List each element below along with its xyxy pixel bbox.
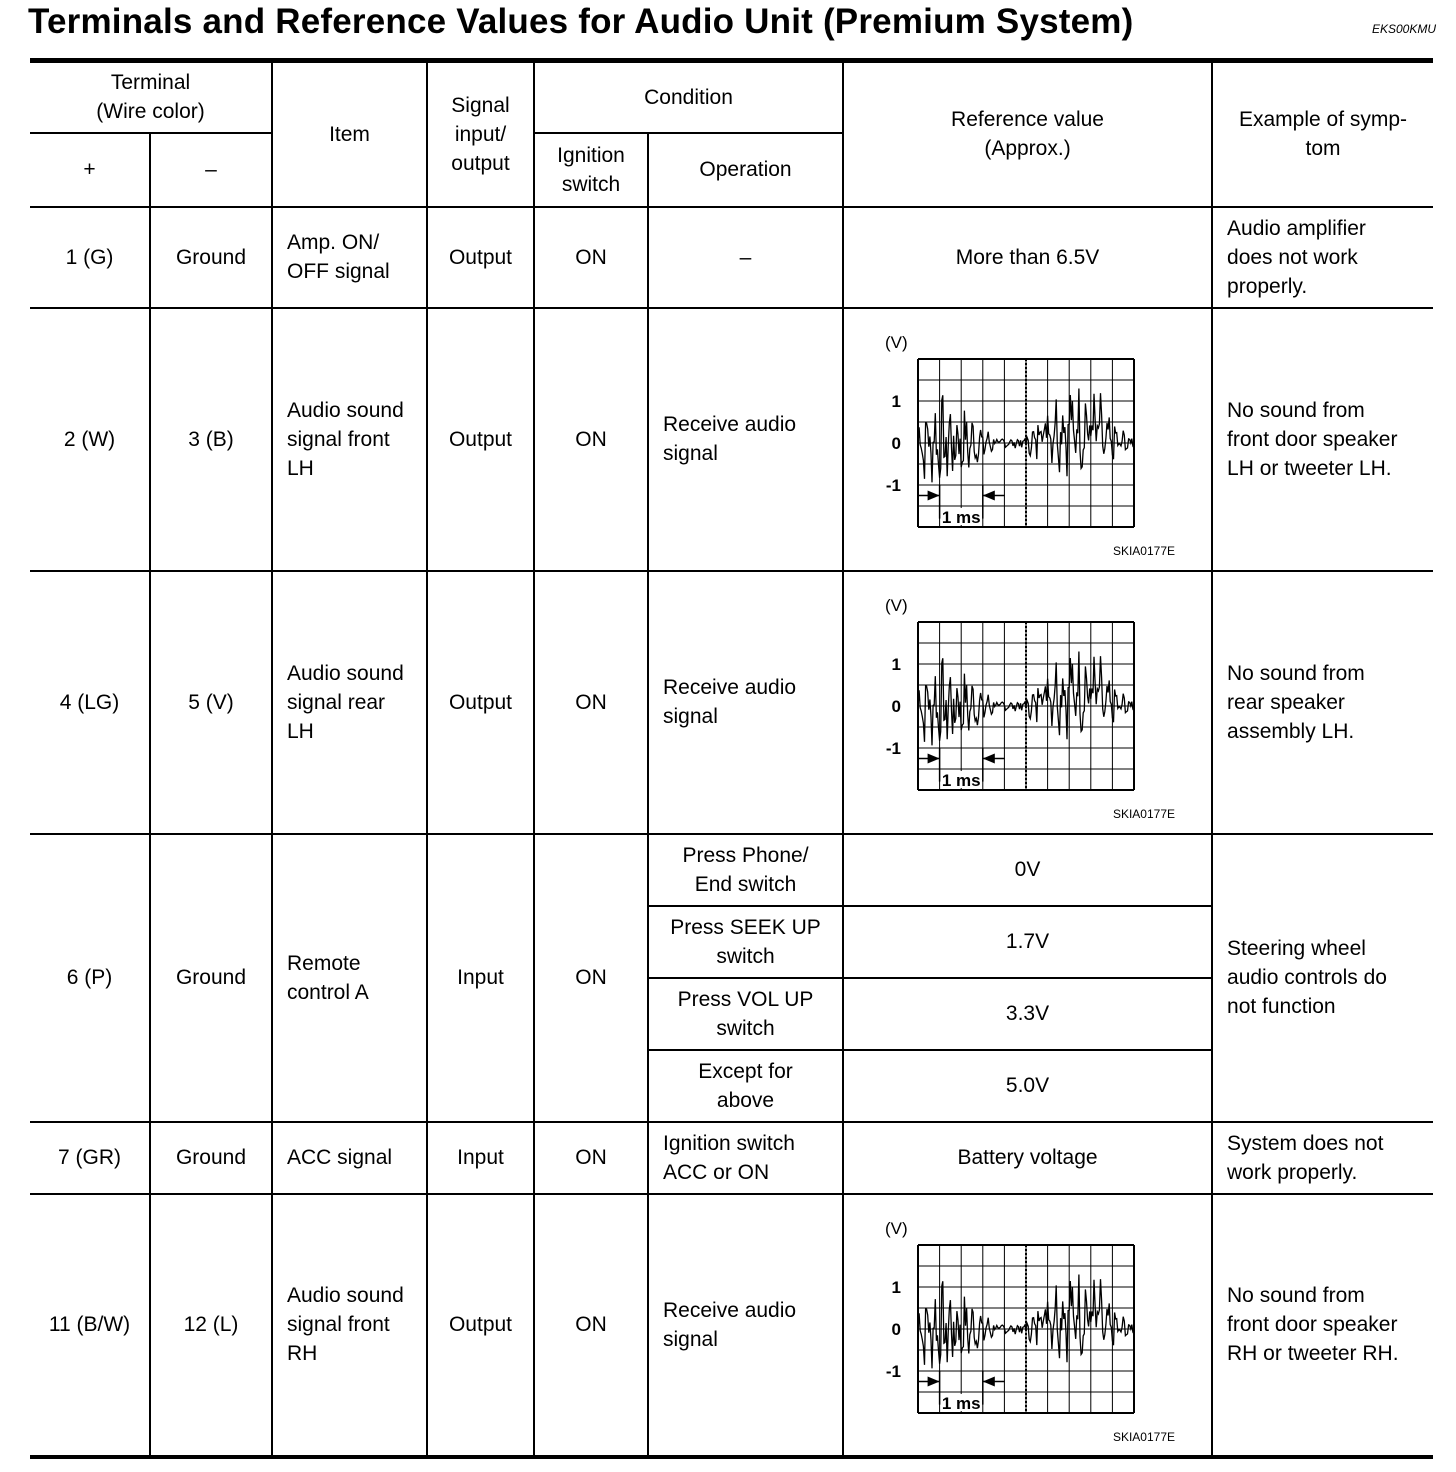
signal-io: Output: [427, 571, 534, 834]
symptom: No sound from rear speaker assembly LH.: [1212, 571, 1433, 834]
terminal-plus: 7 (GR): [30, 1122, 150, 1194]
item: Remote control A: [272, 834, 427, 1122]
reference-value: 1.7V: [843, 906, 1212, 978]
terminal-minus: 12 (L): [150, 1194, 272, 1457]
symptom: Steering wheel audio controls do not function: [1212, 834, 1433, 1122]
symptom: Audio amplifier does not work properly.: [1212, 207, 1433, 308]
operation: –: [648, 207, 843, 308]
waveform-figure: [863, 1218, 1193, 1444]
reference-table: [30, 58, 1433, 1459]
item: Audio sound signal front RH: [272, 1194, 427, 1457]
header-minus: –: [150, 133, 272, 207]
operation: Except for above: [648, 1050, 843, 1122]
terminal-plus: 1 (G): [30, 207, 150, 308]
time-scale-label: 1 ms: [941, 771, 981, 790]
item: ACC signal: [272, 1122, 427, 1194]
operation: Ignition switch ACC or ON: [648, 1122, 843, 1194]
waveform-unit-label: (V): [884, 333, 908, 352]
waveform-unit-label: (V): [884, 1218, 908, 1238]
table-row: [30, 207, 1433, 308]
reference-value: 3.3V: [843, 978, 1212, 1050]
waveform-y-label: 1: [891, 392, 901, 411]
header-reference: Reference value (Approx.): [843, 61, 1212, 207]
waveform-y-label: 0: [891, 1319, 901, 1339]
reference-waveform: [843, 571, 1212, 834]
header-symptom: Example of symp- tom: [1212, 61, 1433, 207]
terminal-minus: 5 (V): [150, 571, 272, 834]
item: Audio sound signal front LH: [272, 308, 427, 571]
signal-io: Output: [427, 308, 534, 571]
waveform-unit-label: (V): [884, 596, 908, 615]
terminal-minus: 3 (B): [150, 308, 272, 571]
operation: Receive audio signal: [648, 1194, 843, 1457]
ignition: ON: [534, 834, 648, 1122]
reference-waveform: [843, 1194, 1212, 1457]
terminal-plus: 4 (LG): [30, 571, 150, 834]
header-ignition: Ignition switch: [534, 133, 648, 207]
waveform-y-label: 0: [891, 434, 901, 453]
operation: Receive audio signal: [648, 308, 843, 571]
waveform-y-label: -1: [885, 739, 901, 758]
operation: Receive audio signal: [648, 571, 843, 834]
figure-code: SKIA0177E: [1112, 1429, 1175, 1444]
terminal-minus: Ground: [150, 207, 272, 308]
operation: Press Phone/ End switch: [648, 834, 843, 906]
signal-io: Input: [427, 1122, 534, 1194]
terminal-plus: 6 (P): [30, 834, 150, 1122]
time-scale-label: 1 ms: [941, 508, 981, 527]
table-row: [30, 308, 1433, 571]
waveform-y-label: 1: [891, 655, 901, 674]
terminal-plus: 2 (W): [30, 308, 150, 571]
terminal-plus: 11 (B/W): [30, 1194, 150, 1457]
header-operation: Operation: [648, 133, 843, 207]
ignition: ON: [534, 571, 648, 834]
doc-code: EKS00KMU: [1371, 22, 1436, 36]
waveform-y-label: -1: [885, 476, 901, 495]
ignition: ON: [534, 1194, 648, 1457]
waveform-figure: [863, 333, 1193, 558]
ignition: ON: [534, 1122, 648, 1194]
symptom: No sound from front door speaker LH or tweeter LH.: [1212, 308, 1433, 571]
figure-code: SKIA0177E: [1112, 807, 1175, 821]
ignition: ON: [534, 308, 648, 571]
waveform-y-label: 1: [891, 1277, 901, 1297]
figure-code: SKIA0177E: [1112, 544, 1175, 558]
operation: Press SEEK UP switch: [648, 906, 843, 978]
symptom: System does not work properly.: [1212, 1122, 1433, 1194]
table-row: [30, 1122, 1433, 1194]
time-scale-label: 1 ms: [941, 1393, 981, 1413]
signal-io: Input: [427, 834, 534, 1122]
reference-value: Battery voltage: [843, 1122, 1212, 1194]
waveform-figure: [863, 596, 1193, 821]
waveform-y-label: -1: [885, 1361, 901, 1381]
header-condition: Condition: [534, 61, 843, 133]
item: Audio sound signal rear LH: [272, 571, 427, 834]
waveform-y-label: 0: [891, 697, 901, 716]
reference-waveform: [843, 308, 1212, 571]
terminal-minus: Ground: [150, 1122, 272, 1194]
header-terminal: Terminal (Wire color): [30, 61, 272, 133]
item: Amp. ON/ OFF signal: [272, 207, 427, 308]
reference-value: More than 6.5V: [843, 207, 1212, 308]
table-row: [30, 571, 1433, 834]
operation: Press VOL UP switch: [648, 978, 843, 1050]
table-row: [30, 834, 1433, 906]
header-signal: Signal input/ output: [427, 61, 534, 207]
header-plus: +: [30, 133, 150, 207]
ignition: ON: [534, 207, 648, 308]
header-item: Item: [272, 61, 427, 207]
table-row: [30, 1194, 1433, 1457]
signal-io: Output: [427, 1194, 534, 1457]
page-title: Terminals and Reference Values for Audio Unit (Premium System): [28, 2, 1134, 41]
symptom: No sound from front door speaker RH or tweeter RH.: [1212, 1194, 1433, 1457]
reference-value: 5.0V: [843, 1050, 1212, 1122]
signal-io: Output: [427, 207, 534, 308]
terminal-minus: Ground: [150, 834, 272, 1122]
reference-value: 0V: [843, 834, 1212, 906]
